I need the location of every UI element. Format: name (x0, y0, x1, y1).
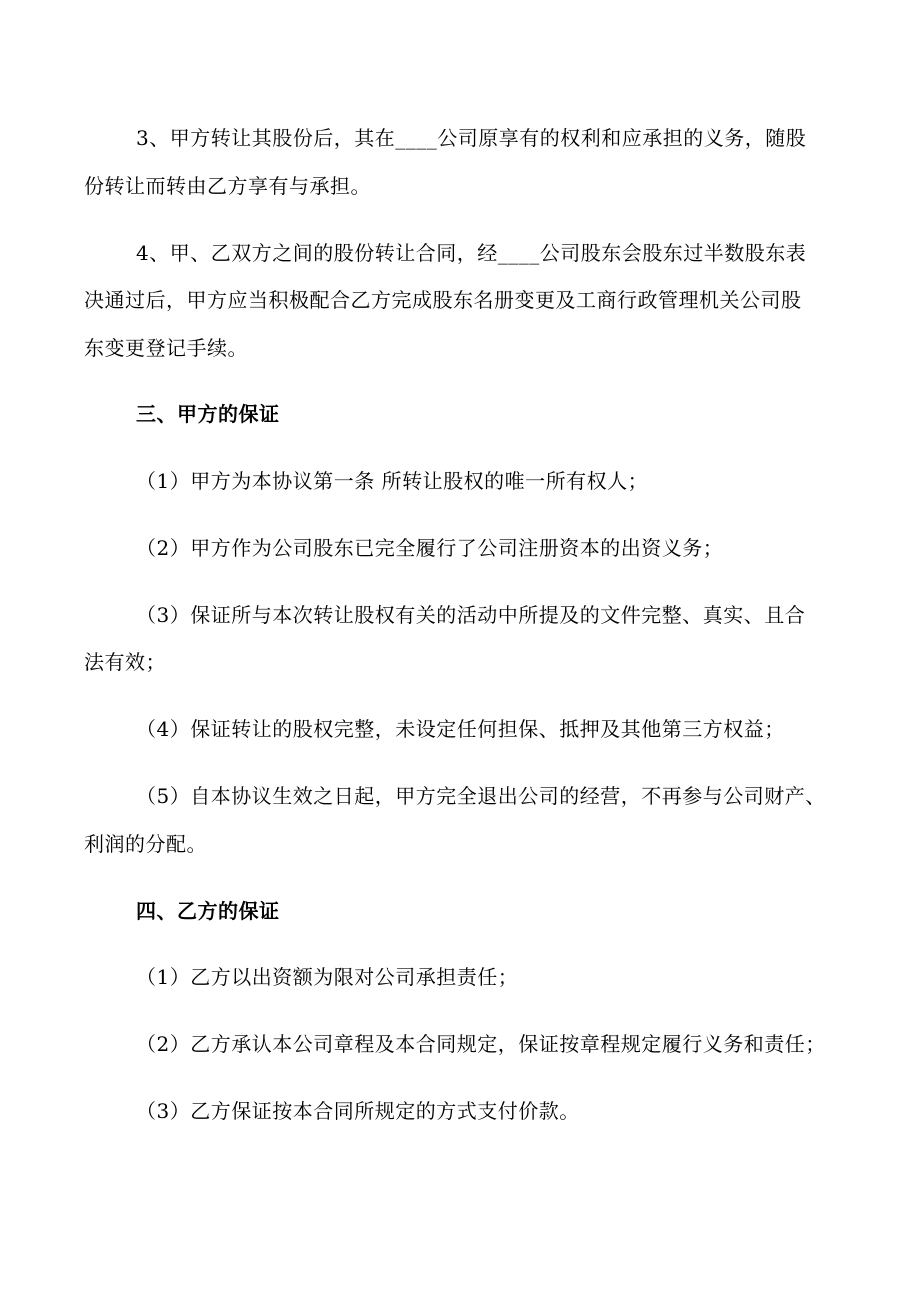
clause-4-line-3: 东变更登记手续。 (84, 336, 248, 360)
section-3-item-2: （2）甲方作为公司股东已完全履行了公司注册资本的出资义务； (136, 536, 724, 560)
section-4-item-1: （1）乙方以出资额为限对公司承担责任； (136, 965, 519, 989)
clause-4-line-1: 4、甲、乙双方之间的股份转让合同，经____公司股东会股东过半数股东表 (136, 241, 807, 265)
section-3-item-4: （4）保证转让的股权完整，未设定任何担保、抵押及其他第三方权益； (136, 717, 785, 741)
clause-3-line-1: 3、甲方转让其股份后，其在____公司原享有的权利和应承担的义务，随股 (136, 126, 807, 150)
section-4-item-2: （2）乙方承认本公司章程及本合同规定，保证按章程规定履行义务和责任； (136, 1032, 826, 1056)
section-3-item-5-line-1: （5）自本协议生效之日起，甲方完全退出公司的经营，不再参与公司财产、 (136, 784, 826, 808)
clause-4-line-2: 决通过后，甲方应当积极配合乙方完成股东名册变更及工商行政管理机关公司股 (84, 288, 802, 312)
section-4-item-3: （3）乙方保证按本合同所规定的方式支付价款。 (136, 1099, 580, 1123)
section-3-item-1: （1）甲方为本协议第一条 所转让股权的唯一所有权人； (136, 469, 649, 493)
section-3-item-3-line-1: （3）保证所与本次转让股权有关的活动中所提及的文件完整、真实、且合 (136, 603, 806, 627)
section-3-item-3-line-2: 法有效； (84, 650, 166, 674)
clause-3-line-2: 份转让而转由乙方享有与承担。 (84, 174, 371, 198)
section-3-item-5-line-2: 利润的分配。 (84, 832, 207, 856)
section-3-heading: 三、甲方的保证 (136, 402, 280, 426)
section-4-heading: 四、乙方的保证 (136, 899, 280, 923)
